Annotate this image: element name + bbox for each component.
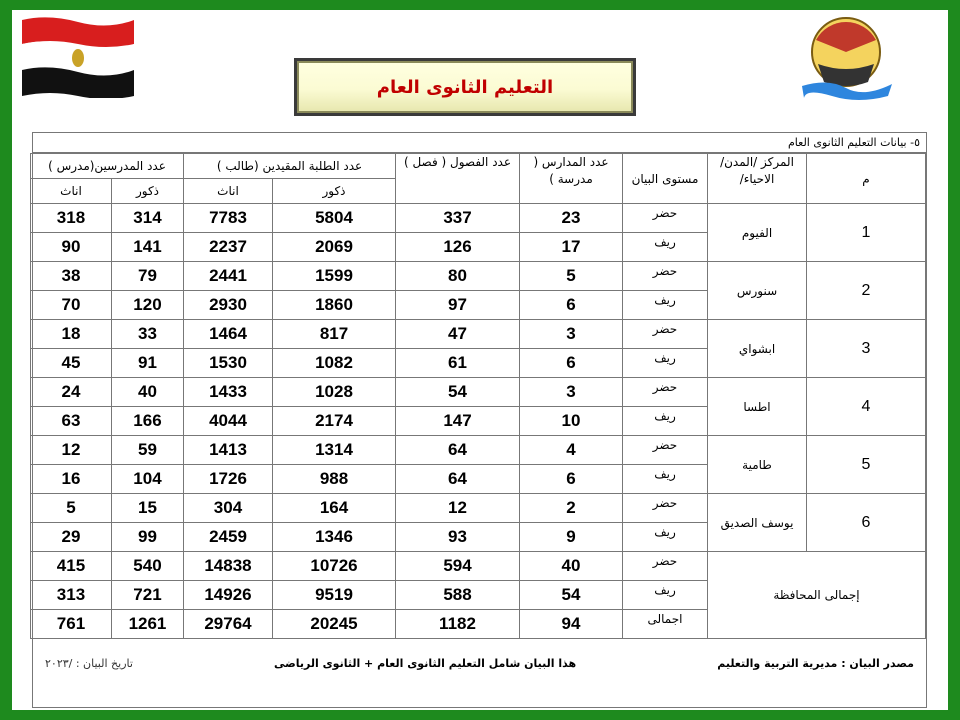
footer-source: مصدر البيان : مديرية التربية والتعليم: [717, 656, 914, 670]
cell-teachers-female: 415: [30, 552, 111, 581]
table-row: [30, 320, 925, 349]
section-heading: ٥- بيانات التعليم الثانوى العام: [33, 133, 926, 153]
cell-level: ريف: [623, 581, 708, 610]
cell-students-male: 2069: [273, 233, 396, 262]
cell-classes: 47: [396, 320, 520, 349]
cell-level: ريف: [623, 349, 708, 378]
cell-students-female: 14838: [183, 552, 272, 581]
cell-teachers-male: 99: [111, 523, 183, 552]
cell-students-male: 988: [273, 465, 396, 494]
page-title: التعليم الثانوى العام: [376, 76, 554, 98]
cell-center: يوسف الصديق: [708, 494, 807, 552]
fayoum-governorate-logo-icon: [798, 12, 894, 104]
cell-schools: 9: [520, 523, 623, 552]
cell-teachers-male: 540: [111, 552, 183, 581]
cell-schools: 23: [520, 204, 623, 233]
cell-students-female: 29764: [183, 610, 272, 639]
cell-teachers-male: 721: [111, 581, 183, 610]
header-students-male: ذكور: [273, 179, 396, 204]
cell-total-label: إجمالى المحافظة: [708, 552, 926, 639]
cell-level: ريف: [623, 291, 708, 320]
cell-teachers-male: 1261: [111, 610, 183, 639]
cell-students-female: 1433: [183, 378, 272, 407]
cell-students-male: 817: [273, 320, 396, 349]
cell-level: حضر: [623, 552, 708, 581]
cell-level: حضر: [623, 320, 708, 349]
cell-level: حضر: [623, 494, 708, 523]
cell-students-male: 20245: [273, 610, 396, 639]
cell-classes: 64: [396, 436, 520, 465]
cell-students-female: 2459: [183, 523, 272, 552]
cell-students-female: 1464: [183, 320, 272, 349]
title-banner: [294, 58, 636, 116]
cell-classes: 337: [396, 204, 520, 233]
cell-classes: 64: [396, 465, 520, 494]
cell-classes: 80: [396, 262, 520, 291]
cell-center: طامية: [708, 436, 807, 494]
cell-schools: 10: [520, 407, 623, 436]
cell-schools: 17: [520, 233, 623, 262]
cell-index: 2: [807, 262, 926, 320]
header-teachers: عدد المدرسين(مدرس ): [30, 154, 183, 179]
cell-index: 3: [807, 320, 926, 378]
cell-teachers-female: 18: [30, 320, 111, 349]
cell-teachers-male: 33: [111, 320, 183, 349]
cell-teachers-female: 45: [30, 349, 111, 378]
header-center: المركز /المدن/الاحياء/: [708, 154, 807, 204]
cell-level: ريف: [623, 523, 708, 552]
cell-teachers-male: 314: [111, 204, 183, 233]
cell-teachers-female: 16: [30, 465, 111, 494]
cell-level: حضر: [623, 378, 708, 407]
cell-level: ريف: [623, 465, 708, 494]
cell-students-female: 1530: [183, 349, 272, 378]
cell-teachers-male: 104: [111, 465, 183, 494]
cell-students-male: 1082: [273, 349, 396, 378]
table-row: [30, 204, 925, 233]
cell-level: حضر: [623, 436, 708, 465]
cell-students-male: 2174: [273, 407, 396, 436]
header-schools: عدد المدارس ( مدرسة ): [520, 154, 623, 204]
education-table: [30, 153, 926, 639]
cell-level: ريف: [623, 407, 708, 436]
cell-teachers-female: 63: [30, 407, 111, 436]
cell-level: اجمالى: [623, 610, 708, 639]
cell-students-male: 1346: [273, 523, 396, 552]
cell-classes: 126: [396, 233, 520, 262]
cell-schools: 94: [520, 610, 623, 639]
cell-students-male: 164: [273, 494, 396, 523]
table-row: [30, 378, 925, 407]
page-frame: [12, 10, 948, 710]
cell-schools: 6: [520, 349, 623, 378]
header-level: مستوى البيان: [623, 154, 708, 204]
header-teachers-female: اناث: [30, 179, 111, 204]
header-classes: عدد الفصول ( فصل ): [396, 154, 520, 204]
cell-center: الفيوم: [708, 204, 807, 262]
table-row: [30, 494, 925, 523]
cell-teachers-female: 313: [30, 581, 111, 610]
cell-students-female: 4044: [183, 407, 272, 436]
cell-level: ريف: [623, 233, 708, 262]
footer: [33, 639, 926, 687]
cell-classes: 588: [396, 581, 520, 610]
cell-teachers-female: 70: [30, 291, 111, 320]
cell-teachers-female: 29: [30, 523, 111, 552]
cell-teachers-female: 318: [30, 204, 111, 233]
cell-teachers-female: 5: [30, 494, 111, 523]
data-table-panel: [32, 132, 927, 708]
cell-students-female: 1413: [183, 436, 272, 465]
cell-schools: 4: [520, 436, 623, 465]
cell-students-male: 5804: [273, 204, 396, 233]
cell-teachers-male: 15: [111, 494, 183, 523]
cell-teachers-female: 38: [30, 262, 111, 291]
cell-students-female: 7783: [183, 204, 272, 233]
header-index: م: [807, 154, 926, 204]
cell-center: سنورس: [708, 262, 807, 320]
cell-classes: 97: [396, 291, 520, 320]
cell-students-male: 1314: [273, 436, 396, 465]
cell-center: اطسا: [708, 378, 807, 436]
cell-classes: 1182: [396, 610, 520, 639]
cell-schools: 6: [520, 465, 623, 494]
cell-classes: 54: [396, 378, 520, 407]
cell-schools: 2: [520, 494, 623, 523]
cell-students-male: 10726: [273, 552, 396, 581]
cell-index: 4: [807, 378, 926, 436]
cell-index: 6: [807, 494, 926, 552]
cell-teachers-male: 40: [111, 378, 183, 407]
cell-students-female: 14926: [183, 581, 272, 610]
table-row: [30, 436, 925, 465]
cell-teachers-male: 91: [111, 349, 183, 378]
cell-classes: 594: [396, 552, 520, 581]
footer-note: هذا البيان شامل التعليم الثانوى العام + الثانوى الرياضى: [274, 656, 577, 670]
cell-students-male: 9519: [273, 581, 396, 610]
cell-schools: 5: [520, 262, 623, 291]
cell-students-female: 2930: [183, 291, 272, 320]
cell-classes: 61: [396, 349, 520, 378]
cell-teachers-female: 12: [30, 436, 111, 465]
cell-classes: 12: [396, 494, 520, 523]
cell-teachers-male: 166: [111, 407, 183, 436]
cell-schools: 40: [520, 552, 623, 581]
cell-teachers-male: 79: [111, 262, 183, 291]
cell-students-female: 1726: [183, 465, 272, 494]
total-row: [30, 552, 925, 581]
cell-center: ابشواي: [708, 320, 807, 378]
cell-students-female: 2237: [183, 233, 272, 262]
cell-classes: 147: [396, 407, 520, 436]
cell-teachers-male: 141: [111, 233, 183, 262]
table-row: [30, 262, 925, 291]
cell-schools: 3: [520, 320, 623, 349]
egypt-flag-icon: [18, 14, 136, 98]
header-students-female: اناث: [183, 179, 272, 204]
cell-teachers-male: 120: [111, 291, 183, 320]
cell-students-female: 2441: [183, 262, 272, 291]
header-students: عدد الطلبة المقيدين (طالب ): [183, 154, 395, 179]
cell-teachers-female: 90: [30, 233, 111, 262]
cell-schools: 3: [520, 378, 623, 407]
cell-teachers-female: 24: [30, 378, 111, 407]
cell-index: 5: [807, 436, 926, 494]
cell-students-female: 304: [183, 494, 272, 523]
cell-teachers-male: 59: [111, 436, 183, 465]
header-teachers-male: ذكور: [111, 179, 183, 204]
cell-level: حضر: [623, 204, 708, 233]
cell-classes: 93: [396, 523, 520, 552]
cell-students-male: 1028: [273, 378, 396, 407]
cell-index: 1: [807, 204, 926, 262]
cell-level: حضر: [623, 262, 708, 291]
cell-teachers-female: 761: [30, 610, 111, 639]
cell-students-male: 1599: [273, 262, 396, 291]
footer-date: تاريخ البيان : /٢٠٢٣: [45, 656, 133, 670]
cell-schools: 6: [520, 291, 623, 320]
cell-schools: 54: [520, 581, 623, 610]
cell-students-male: 1860: [273, 291, 396, 320]
